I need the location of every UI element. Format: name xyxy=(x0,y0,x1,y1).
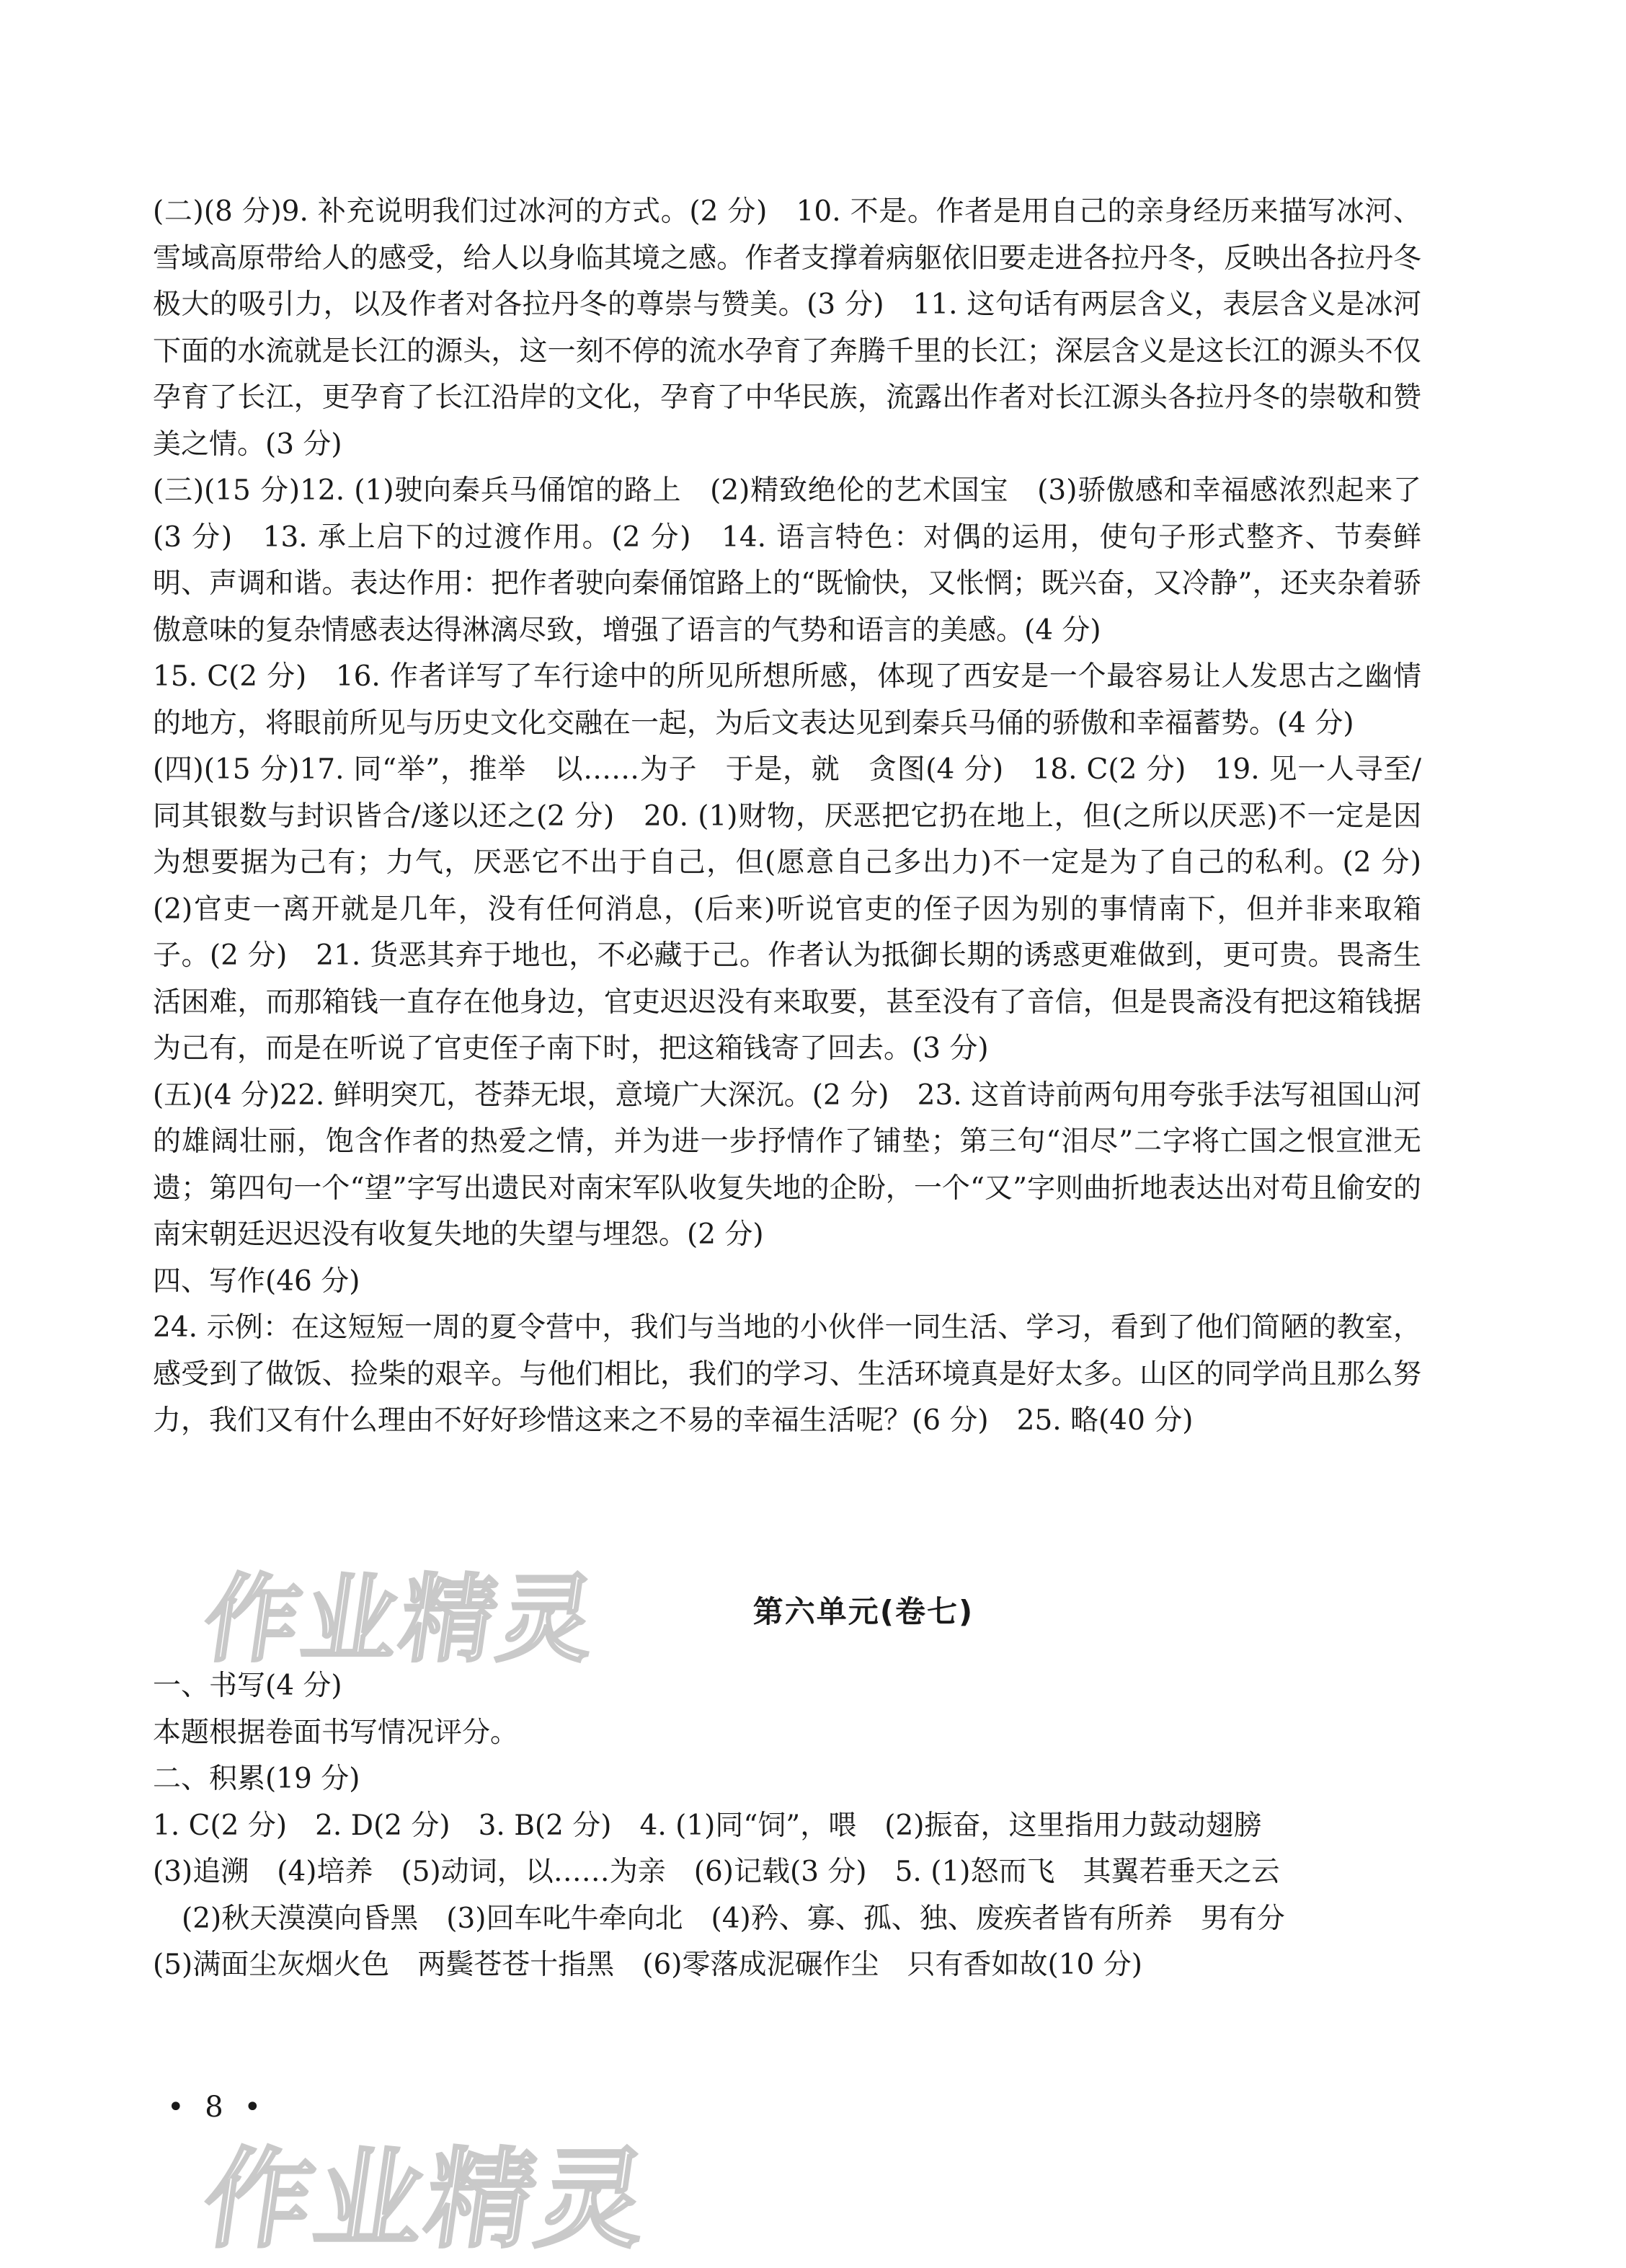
writing-heading: 四、写作(46 分) xyxy=(153,1264,360,1298)
writing-answer: 24. 示例：在这短短一周的夏令营中，我们与当地的小伙伴一同生活、学习，看到了他们简陋的教室，感受到了做饭、捡柴的艰辛。与他们相比，我们的学习、生活环境真是好太多。山区的同学尚且那么努力，我们又有什么理由不好好珍惜这来之不易的幸福生活呢？(6 分) 25. 略(40 分) xyxy=(153,1311,1421,1437)
unit-six-answers xyxy=(153,1663,1421,1989)
accumulation-line: (5)满面尘灰烟火色 两鬓苍苍十指黑 (6)零落成泥碾作尘 只有香如故(10 分) xyxy=(153,1949,1142,1981)
answer-body xyxy=(153,189,1450,1445)
answer-paragraph-part-three: (三)(15 分)12. (1)驶向秦兵马俑馆的路上 (2)精致绝伦的艺术国宝 (3)骄傲感和幸福感浓烈起来了(3 分) 13. 承上启下的过渡作用。(2 分) 14. 语言特色：对偶的运用，使句子形式整齐、节奏鲜明、声调和谐。表达作用：把作者驶向秦俑馆路上的“既愉快，又怅惘；既兴奋，又冷静”，还夹杂着骄傲意味的复杂情感表达得淋漓尽致，增强了语言的气势和语言的美感。(4 分) xyxy=(153,474,1421,647)
page-number: • 8 • xyxy=(167,2091,267,2124)
section-one-heading: 一、书写(4 分) xyxy=(153,1670,342,1702)
section-one-text: 本题根据卷面书写情况评分。 xyxy=(153,1716,519,1749)
section-two-heading: 二、积累(19 分) xyxy=(153,1763,360,1795)
accumulation-line: 1. C(2 分) 2. D(2 分) 3. B(2 分) 4. (1)同“饲”，喂 (2)振奋，这里指用力鼓动翅膀 xyxy=(153,1809,1262,1842)
answer-paragraph-part-two: (二)(8 分)9. 补充说明我们过冰河的方式。(2 分) 10. 不是。作者是用自己的亲身经历来描写冰河、雪域高原带给人的感受，给人以身临其境之感。作者支撑着病躯依旧要走进各拉丹冬，反映出各拉丹冬极大的吸引力，以及作者对各拉丹冬的尊崇与赞美。(3 分) 11. 这句话有两层含义，表层含义是冰河下面的水流就是长江的源头，这一刻不停的流水孕育了奔腾千里的长江；深层含义是这长江的源头不仅孕育了长江，更孕育了长江沿岸的文化，孕育了中华民族，流露出作者对长江源头各拉丹冬的崇敬和赞美之情。(3 分) xyxy=(153,195,1421,461)
unit-title: 第六单元(卷七) xyxy=(752,1594,974,1629)
watermark-top: 作业精灵 xyxy=(197,1564,605,1675)
watermark-bottom: 作业精灵 xyxy=(195,2138,658,2263)
answer-paragraph-15-16: 15. C(2 分) 16. 作者详写了车行途中的所见所想所感，体现了西安是一个最容易让人发思古之幽情的地方，将眼前所见与历史文化交融在一起，为后文表达见到秦兵马俑的骄傲和幸福蓄势。(4 分) xyxy=(153,660,1421,740)
answer-paragraph-part-four: (四)(15 分)17. 同“举”，推举 以……为子 于是，就 贪图(4 分) 18. C(2 分) 19. 见一人寻至/同其银数与封识皆合/遂以还之(2 分) 20. (1)财物，厌恶把它扔在地上，但(之所以厌恶)不一定是因为想要据为己有；力气，厌恶它不出于自己，但(愿意自己多出力)不一定是为了自己的私利。(2 分) (2)官吏一离开就是几年，没有任何消息，(后来)听说官吏的侄子因为别的事情南下，但并非来取箱子。(2 分) 21. 货恶其弃于地也，不必藏于己。作者认为抵御长期的诱惑更难做到，更可贵。畏斋生活困难，而那箱钱一直存在他身边，官吏迟迟没有来取要，甚至没有了音信，但是畏斋没有把这箱钱据为己有，而是在听说了官吏侄子南下时，把这箱钱寄了回去。(3 分) xyxy=(153,753,1450,1065)
accumulation-line: (3)追溯 (4)培养 (5)动词，以……为亲 (6)记载(3 分) 5. (1)怒而飞 其翼若垂天之云 xyxy=(153,1856,1280,1888)
answer-paragraph-part-five: (五)(4 分)22. 鲜明突兀，苍莽无垠，意境广大深沉。(2 分) 23. 这首诗前两句用夸张手法写祖国山河的雄阔壮丽，饱含作者的热爱之情，并为进一步抒情作了铺垫；第三句“泪尽”二字将亡国之恨宣泄无遗；第四句一个“望”字写出遗民对南宋军队收复失地的企盼，一个“又”字则曲折地表达出对苟且偷安的南宋朝廷迟迟没有收复失地的失望与埋怨。(2 分) xyxy=(153,1078,1421,1251)
accumulation-line: (2)秋天漠漠向昏黑 (3)回车叱牛牵向北 (4)矜、寡、孤、独、废疾者皆有所养 男有分 xyxy=(182,1902,1285,1935)
